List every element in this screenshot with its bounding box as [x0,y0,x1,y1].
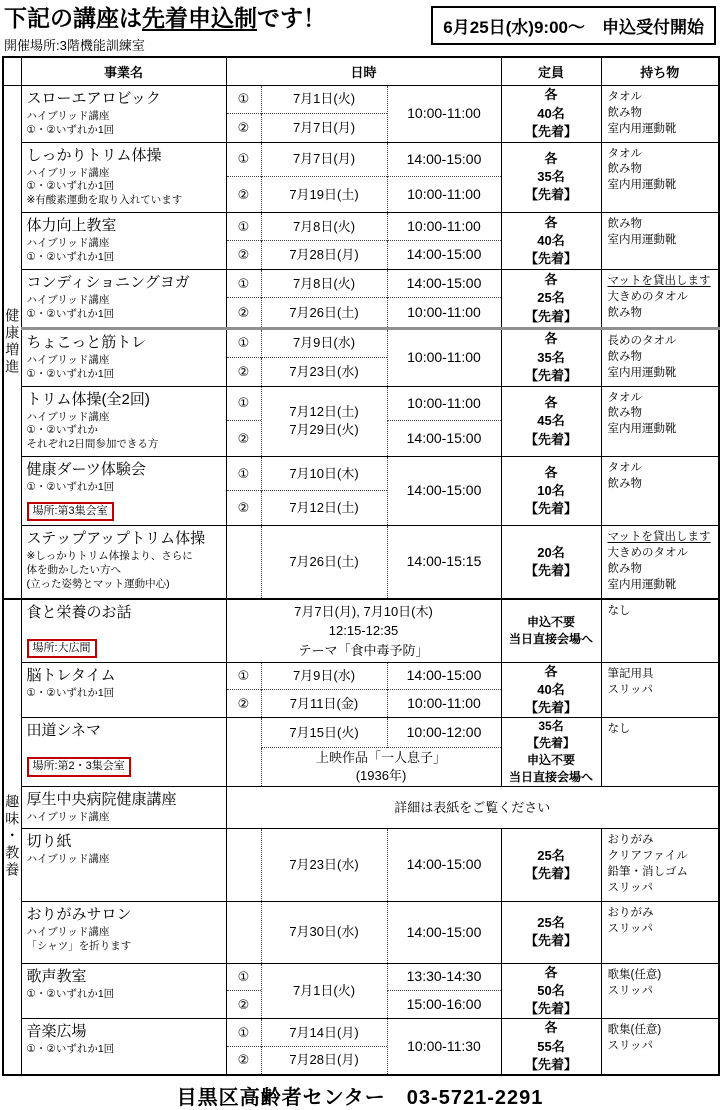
session-number [227,718,261,748]
course-row [3,269,719,328]
session-time: 10:00-11:00 [387,86,501,142]
capacity-cell: 各 40名 【先着】 [501,85,601,142]
session-date: 7月8日(火) [261,270,387,299]
capacity-cell: 各 25名 【先着】 [501,269,601,328]
items-cell: おりがみ クリアファイル 鉛筆・消しゴム スリッパ [601,829,719,901]
course-row [3,901,719,963]
items-cell: 歌集(任意) スリッパ [601,963,719,1019]
course-row [3,829,719,901]
capacity-cell: 申込不要 当日直接会場へ [501,599,601,663]
course-row [3,963,719,1019]
course-title: 健康ダーツ体験会 [26,461,146,479]
course-name-cell: トリム体操(全2回) ハイブリッド講座 ①・②いずれか それぞれ2日間参加できる方 [21,386,226,457]
session-number: ② [237,430,250,446]
session-time: 10:00-11:00 [387,298,501,327]
course-name-cell: おりがみサロン ハイブリッド講座 「シャツ」を折ります [21,901,226,963]
session-number: ① [227,330,261,358]
film-note: 上映作品「一人息子」 (1936年) [261,748,501,785]
footer-contact: 目黒区高齢者センター 03-5721-2291 [176,1087,544,1110]
category-column-header [3,57,21,86]
capacity-column-header: 定員 [501,57,601,86]
datetime-cell [226,1019,501,1075]
session-time: 14:00-15:00 [387,143,501,178]
course-title: しっかりトリム体操 [26,146,162,164]
datetime-cell [226,599,501,663]
items-cell: タオル 飲み物 室内用運動靴 [601,386,719,457]
session-number: ② [237,304,250,320]
session-date: 7月1日(火) [261,964,387,1019]
session-number: ② [237,500,250,516]
course-subtitle: ①・②いずれか1回 [26,123,115,136]
session-number: ① [227,86,261,114]
session-time: 14:00-15:00 [387,902,501,963]
capacity-cell: 各 35名 【先着】 [501,142,601,213]
session-number: ② [237,119,250,135]
items-cell: タオル 飲み物 室内用運動靴 [601,142,719,213]
items-cell: 歌集(任意) スリッパ [601,1019,719,1075]
datetime-cell [226,386,501,457]
section-label-health: 健康増進 [3,85,21,598]
datetime-cell [226,963,501,1019]
session-time: 14:00-15:00 [387,663,501,690]
session-time: 14:00-15:00 [387,829,501,900]
session-date: 7月8日(火) [261,213,387,241]
session-time: 14:00-15:00 [387,421,501,456]
session-time: 10:00-11:30 [387,1019,501,1074]
items-cell: 長めのタオル 飲み物 室内用運動靴 [601,328,719,386]
datetime-cell [226,142,501,213]
session-number: ② [237,246,250,262]
session-date: 7月30日(水) [261,902,387,963]
session-date: 7月23日(水) [261,358,387,386]
session-number: ② [237,695,250,711]
datetime-cell [226,901,501,963]
session-date: 7月12日(土) [261,491,387,525]
items-column-header: 持ち物 [601,57,719,86]
session-time: 15:00-16:00 [387,991,501,1018]
course-title: 体力向上教室 [26,217,117,235]
session-time: 10:00-11:00 [387,330,501,386]
section-label-hobby: 趣味・教養 [3,599,21,1075]
session-date: 7月19日(土) [261,177,387,212]
course-name-cell: コンディショニングヨガ ハイブリッド講座 ①・②いずれか1回 [21,269,226,328]
course-title: 食と栄養のお話 [26,603,132,621]
location-badge: 場所:大広間 [27,639,97,658]
course-row [3,213,719,270]
course-title: 厚生中央病院健康講座 [26,790,177,808]
course-title: 音楽広場 [26,1023,87,1041]
session-date: 7月11日(金) [261,690,387,717]
session-number [227,902,261,963]
session-date: 7月26日(土) [261,298,387,327]
course-title: 脳トレタイム [26,666,116,684]
session-number [227,526,261,597]
capacity-cell: 各 35名 【先着】 [501,328,601,386]
session-info: 7月7日(月), 7月10日(木) 12:15-12:35 テーマ「食中毒予防」 [294,603,433,658]
session-date: 7月7日(月) [261,114,387,142]
session-time: 13:30-14:30 [387,964,501,991]
course-name-cell: 健康ダーツ体験会 ①・②いずれか1回 場所:第3集会室 [21,457,226,526]
course-name-cell: しっかりトリム体操 ハイブリッド講座 ①・②いずれか1回 ※有酸素運動を取り入れています [21,142,226,213]
session-time: 10:00-11:00 [387,690,501,717]
session-date: 7月7日(月) [261,143,387,178]
course-row [3,328,719,386]
session-number: ② [237,186,250,202]
session-time: 14:00-15:15 [387,526,501,597]
session-number: ① [227,964,261,991]
location-badge: 場所:第2・3集会室 [27,757,131,776]
schedule-table [2,56,720,1076]
course-name-cell [21,599,226,663]
capacity-cell: 各 40名 【先着】 [501,213,601,270]
title-suffix: です！ [257,5,326,31]
course-title: 歌声教室 [26,967,87,985]
session-number: ② [237,996,250,1012]
session-date: 7月15日(火) [261,718,387,748]
capacity-cell: 各 40名 【先着】 [501,662,601,718]
course-name-cell: ちょこっと筋トレ ハイブリッド講座 ①・②いずれか1回 [21,328,226,386]
course-row [3,786,719,829]
page-title [4,4,326,34]
capacity-cell: 各 50名 【先着】 [501,963,601,1019]
session-number: ① [227,1019,261,1046]
datetime-cell [226,526,501,599]
datetime-cell [226,457,501,526]
course-name-cell: ステップアップトリム体操 ※しっかりトリム体操より、さらに 体を動かしたい方へ (立った姿勢とマット運動中心) [21,526,226,599]
session-number: ① [227,143,261,178]
session-number: ① [227,457,261,491]
session-time: 10:00-12:00 [387,718,501,748]
session-number: ② [237,363,250,379]
session-dates: 7月12日(土) 7月29日(火) [261,387,387,457]
session-number [227,829,261,900]
items-cell: タオル 飲み物 [601,457,719,526]
course-row [3,599,719,663]
course-row [3,526,719,599]
session-number: ① [227,270,261,299]
session-date: 7月28日(月) [261,1047,387,1074]
datetime-cell [226,718,501,786]
course-row [3,142,719,213]
location-badge: 場所:第3集会室 [27,502,114,521]
datetime-cell [226,269,501,328]
items-cell: 筆記用具 スリッパ [601,662,719,718]
course-name-cell: 脳トレタイム ①・②いずれか1回 [21,662,226,718]
session-number: ① [227,213,261,241]
course-name-cell: 切り紙 ハイブリッド講座 [21,829,226,901]
session-time: 10:00-11:00 [387,213,501,241]
session-date: 7月10日(木) [261,457,387,491]
items-cell: おりがみ スリッパ [601,901,719,963]
capacity-cell: 25名 【先着】 [501,901,601,963]
course-row [3,662,719,718]
course-name-cell: 体力向上教室 ハイブリッド講座 ①・②いずれか1回 [21,213,226,270]
course-title: ちょこっと筋トレ [26,333,147,351]
session-time: 14:00-15:00 [387,241,501,269]
title-prefix: 下記の講座は [4,5,142,31]
session-time: 14:00-15:00 [387,270,501,299]
capacity-cell: 20名 【先着】 [501,526,601,599]
session-date: 7月26日(土) [261,526,387,597]
course-row [3,85,719,142]
course-name-cell: 厚生中央病院健康講座 ハイブリッド講座 [21,786,226,829]
capacity-cell: 25名 【先着】 [501,829,601,901]
course-title: トリム体操(全2回) [26,390,150,408]
datetime-cell [226,662,501,718]
application-start-box: 6月25日(水)9:00～ 申込受付開始 [431,6,716,45]
session-number: ① [227,663,261,690]
session-date: 7月14日(月) [261,1019,387,1046]
items-cell: マットを貸出します 大きめのタオル 飲み物 室内用運動靴 [601,526,719,599]
session-date: 7月9日(水) [261,663,387,690]
session-number [227,748,261,785]
items-cell: 飲み物 室内用運動靴 [601,213,719,270]
session-time: 10:00-11:00 [387,387,501,422]
session-time: 10:00-11:00 [387,177,501,212]
course-name-cell [21,85,226,142]
title-emphasis: 先着申込制 [142,5,257,31]
header-left [4,4,326,54]
course-row [3,1019,719,1075]
datetime-cell [226,829,501,901]
course-title: スローエアロビック [26,89,161,107]
session-number: ① [227,387,261,422]
course-row [3,386,719,457]
course-row [3,718,719,786]
session-time: 14:00-15:00 [387,457,501,525]
session-date: 7月23日(水) [261,829,387,900]
course-title: ステップアップトリム体操 [26,530,206,548]
items-cell: なし [601,718,719,786]
session-number: ② [237,1052,250,1068]
course-row [3,457,719,526]
course-name-cell: 歌声教室 ①・②いずれか1回 [21,963,226,1019]
datetime-cell [226,213,501,270]
session-date: 7月28日(月) [261,241,387,269]
name-column-header: 事業名 [21,57,226,86]
items-cell: なし [601,599,719,663]
datetime-cell [226,328,501,386]
venue-note: 開催場所:3階機能訓練室 [4,37,145,53]
items-cell: タオル 飲み物 室内用運動靴 [601,85,719,142]
header-row [3,57,719,86]
datetime-cell [226,85,501,142]
capacity-cell: 各 10名 【先着】 [501,457,601,526]
course-name-cell: 音楽広場 ①・②いずれか1回 [21,1019,226,1075]
course-title: 田道シネマ [26,722,102,740]
course-title: 切り紙 [26,833,72,851]
details-cell: 詳細は表紙をご覧ください [226,786,719,829]
capacity-cell: 35名 【先着】 申込不要 当日直接会場へ [501,718,601,786]
session-date: 7月9日(水) [261,330,387,358]
items-cell: マットを貸出します 大きめのタオル 飲み物 [601,269,719,328]
course-name-cell [21,718,226,786]
datetime-column-header: 日時 [226,57,501,86]
course-subtitle: ハイブリッド講座 [26,109,110,122]
course-title: コンディショニングヨガ [26,273,190,291]
session-date: 7月1日(火) [261,86,387,114]
capacity-cell: 各 45名 【先着】 [501,386,601,457]
header [2,2,718,54]
course-title: おりがみサロン [26,905,132,923]
capacity-cell: 各 55名 【先着】 [501,1019,601,1075]
